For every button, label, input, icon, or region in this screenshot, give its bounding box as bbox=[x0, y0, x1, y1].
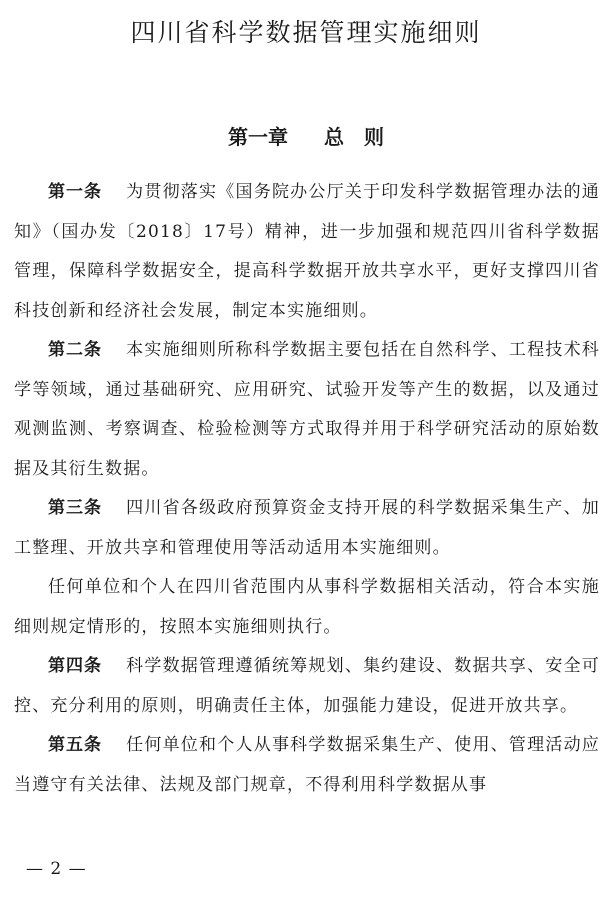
article-number: 第二条 bbox=[48, 340, 103, 360]
document-title: 四川省科学数据管理实施细则 bbox=[130, 18, 482, 47]
article-text: 为贯彻落实《国务院办公厅关于印发科学数据管理办法的通知》（国办发〔2018〕17号）精神，进一步加强和规范四川省科学数据管理，保障科学数据安全，提高科学数据开放共享水平，更好支撑四川省科技创新和经济社会发展，制定本实施细则。 bbox=[14, 182, 601, 321]
article-number: 第五条 bbox=[48, 735, 103, 755]
article-number: 第三条 bbox=[48, 498, 103, 518]
article-number: 第四条 bbox=[48, 656, 103, 676]
article-1-paragraph bbox=[14, 173, 600, 331]
article-text: 四川省各级政府预算资金支持开展的科学数据采集生产、加工整理、开放共享和管理使用等活动适用本实施细则。 bbox=[14, 498, 601, 558]
article-4-paragraph bbox=[14, 647, 600, 726]
article-text: 任何单位和个人从事科学数据采集生产、使用、管理活动应当遵守有关法律、法规及部门规章，不得利用科学数据从事 bbox=[14, 735, 601, 795]
article-5-paragraph bbox=[14, 726, 600, 805]
article-2-paragraph bbox=[14, 331, 600, 489]
chapter-name: 总 则 bbox=[324, 125, 384, 149]
article-text: 科学数据管理遵循统筹规划、集约建设、数据共享、安全可控、充分利用的原则，明确责任主体，加强能力建设，促进开放共享。 bbox=[14, 656, 601, 716]
chapter-heading bbox=[0, 124, 612, 150]
article-3-paragraph bbox=[14, 489, 600, 568]
chapter-number: 第一章 bbox=[228, 125, 288, 149]
article-text: 本实施细则所称科学数据主要包括在自然科学、工程技术科学等领域，通过基础研究、应用研究、试验开发等产生的数据，以及通过观测监测、考察调查、检验检测等方式取得并用于科学研究活动的原始数据及其衍生数据。 bbox=[14, 340, 601, 479]
document-body bbox=[14, 173, 600, 805]
page-number: — 2 — bbox=[26, 859, 87, 879]
article-number: 第一条 bbox=[48, 182, 103, 202]
article-text: 任何单位和个人在四川省范围内从事科学数据相关活动，符合本实施细则规定情形的，按照本实施细则执行。 bbox=[14, 577, 600, 637]
article-3-continuation-paragraph bbox=[14, 568, 600, 647]
